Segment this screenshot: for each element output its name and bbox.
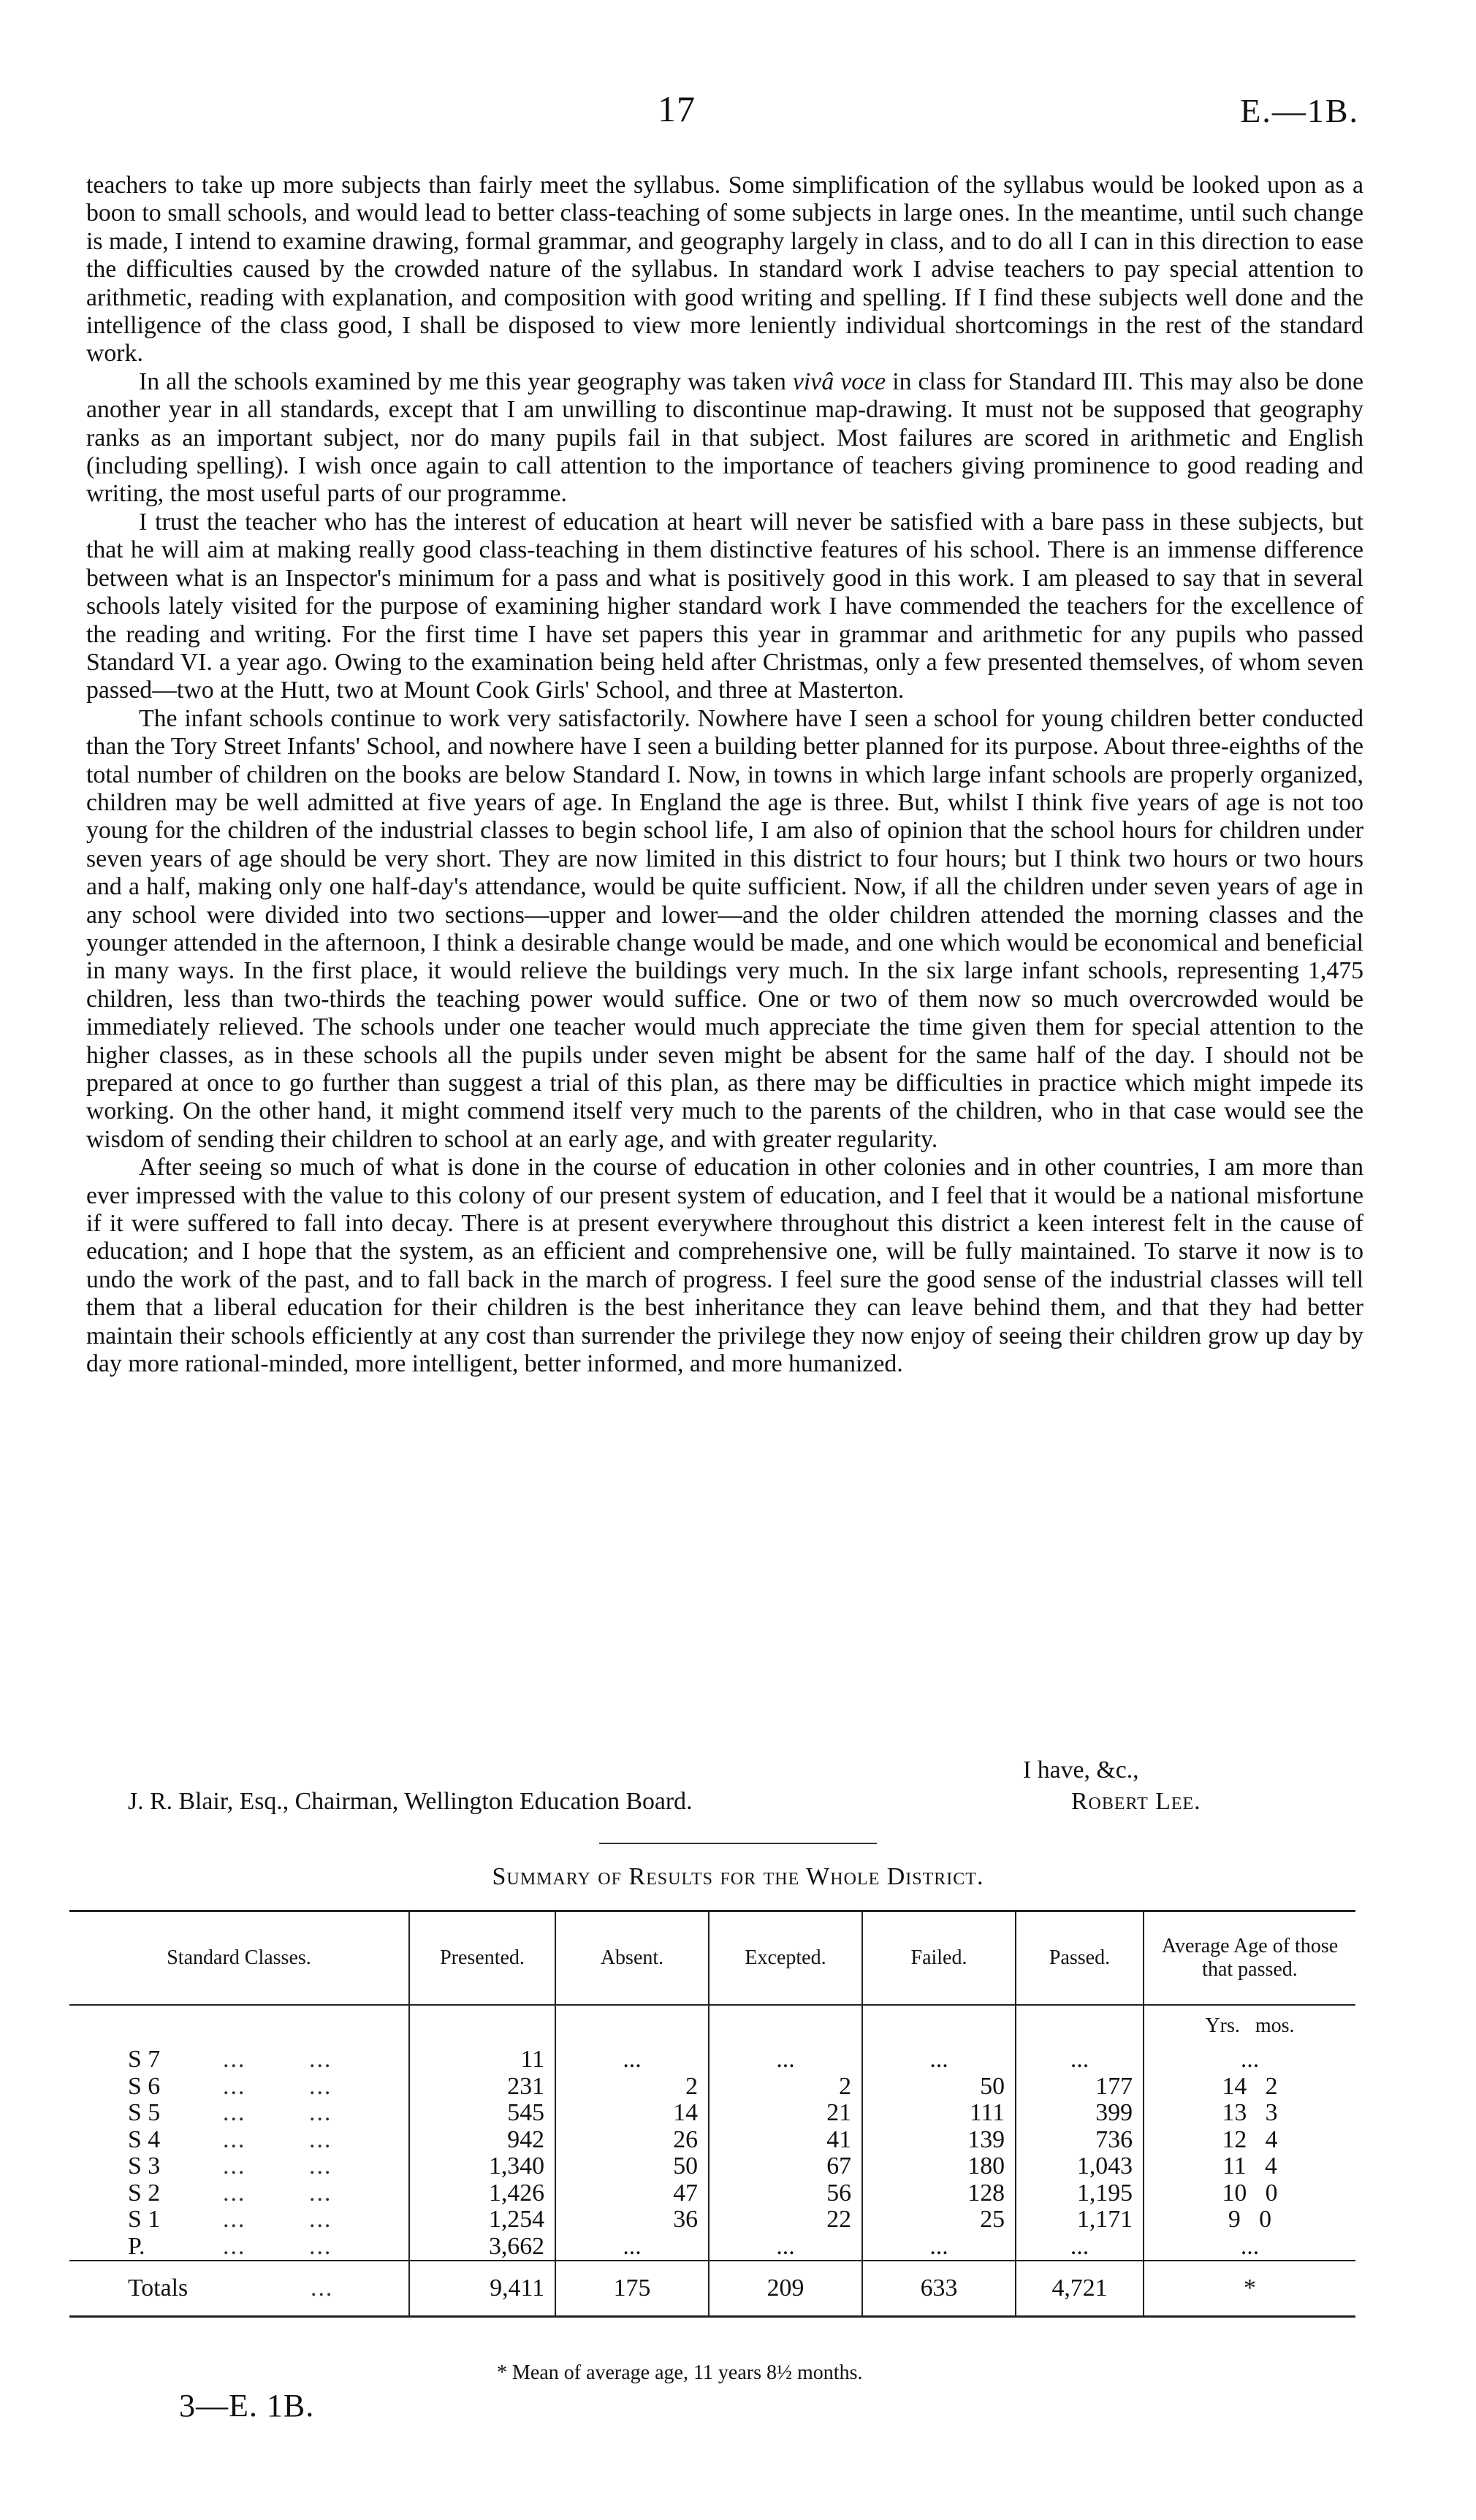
cell-excepted: 2: [709, 2074, 862, 2101]
cell-passed: ...: [1016, 2234, 1144, 2261]
leader-dots: ...: [223, 2099, 246, 2126]
header-excepted: Excepted.: [709, 1911, 862, 2006]
table-title: Summary of Results for the Whole District.: [492, 1863, 984, 1890]
cell-age: 10 0: [1144, 2180, 1355, 2207]
age-units: Yrs. mos.: [1144, 2005, 1355, 2047]
total-age: *: [1144, 2261, 1355, 2317]
sheet-signature-mark: 3—E. 1B.: [179, 2388, 315, 2424]
cell-presented: 11: [409, 2047, 555, 2074]
page-number: 17: [658, 88, 696, 129]
header-presented: Presented.: [409, 1911, 555, 2006]
table-row: [69, 2207, 1355, 2234]
geography-text-start: In all the schools examined by me this year geography was taken: [139, 368, 786, 395]
header-failed: Failed.: [862, 1911, 1016, 2006]
leader-dots: ...: [223, 2046, 246, 2073]
cell-excepted: 22: [709, 2207, 862, 2234]
cell-absent: 26: [555, 2127, 709, 2154]
header-absent: Absent.: [555, 1911, 709, 2006]
cell-age: ...: [1144, 2234, 1355, 2261]
cell-passed: 177: [1016, 2074, 1144, 2101]
leader-dots: ...: [309, 2179, 332, 2207]
table-row: [69, 2074, 1355, 2101]
table-row: [69, 2047, 1355, 2074]
leader-dots: ...: [223, 2232, 246, 2260]
leader-dots: ...: [223, 2206, 246, 2233]
table-row: [69, 2127, 1355, 2154]
total-failed: 633: [862, 2261, 1016, 2317]
cell-failed: ...: [862, 2047, 1016, 2074]
cell-excepted: 56: [709, 2180, 862, 2207]
cell-age: 11 4: [1144, 2153, 1355, 2180]
cell-presented: 942: [409, 2127, 555, 2154]
paragraph-1: teachers to take up more subjects than fairly meet the syllabus. Some simplification of the syllabus would be looked upon as a boon to small schools, and would lead to better class-teaching of some subjects in large ones. In the meantime, until such change is made, I intend to examine drawing, formal grammar, and geography largely in class, and to do all I can in this direction to ease the difficulties caused by the crowded nature of the syllabus. In standard work I advise teachers to pay special attention to arithmetic, reading with explanation, and composition with good writing and spelling. If I find these subjects well done and the intelligence of the class good, I shall be disposed to view more leniently individual shortcomings in the rest of the standard work.: [86, 172, 1363, 368]
addressee: J. R. Blair, Esq., Chairman, Wellington Education Board.: [128, 1788, 693, 1815]
cell-age: 12 4: [1144, 2127, 1355, 2154]
totals-label: Totals: [128, 2275, 189, 2302]
leader-dots: ...: [309, 2152, 332, 2180]
leader-dots: ...: [309, 2072, 332, 2100]
table-row: [69, 2234, 1355, 2261]
row-standard: P.: [128, 2232, 145, 2260]
cell-failed: 50: [862, 2074, 1016, 2101]
leader-dots: ...: [223, 2152, 246, 2180]
cell-presented: 3,662: [409, 2234, 555, 2261]
paragraph-geography: [86, 368, 1363, 509]
leader-dots: ...: [311, 2275, 334, 2302]
cell-presented: 1,426: [409, 2180, 555, 2207]
paragraph-3: I trust the teacher who has the interest of education at heart will never be satisfied with a bare pass in these subjects, but that he will aim at making really good class-teaching in them distinctive features of his school. There is an immense difference between what is an Inspector's minimum for a pass and what is positively good in this work. I am pleased to say that in several schools lately visited for the purpose of examining higher standard work I have commended the teachers for the excellence of the reading and writing. For the first time I have set papers this year in grammar and arithmetic for any pupils who passed Standard VI. a year ago. Owing to the examination being held after Christmas, only a few presented themselves, of whom seven passed—two at the Hutt, two at Mount Cook Girls' School, and three at Masterton.: [86, 508, 1363, 704]
leader-dots: ...: [309, 2206, 332, 2233]
cell-passed: 1,043: [1016, 2153, 1144, 2180]
cell-passed: 1,195: [1016, 2180, 1144, 2207]
header-standard-classes: Standard Classes.: [69, 1911, 409, 2006]
cell-absent: ...: [555, 2234, 709, 2261]
viva-voce-italic: vivâ voce: [792, 368, 886, 395]
row-standard: S 4: [128, 2125, 161, 2153]
cell-failed: 25: [862, 2207, 1016, 2234]
geography-text-end: in class for: [892, 368, 1002, 395]
table-row: [69, 2180, 1355, 2207]
results-summary-table: [69, 1910, 1355, 2318]
geography-text-rest: Standard III. This may also be done another year in all standards, except that I am unwilling to discontinue map-drawing. It must not be supposed that geography ranks as an important subject, nor do many pupils fail in that subject. Most failures are scored in arithmetic and English (including spelling). I wish once again to call attention to the importance of teachers giving prominence to good reading and writing, the most useful parts of our programme.: [86, 368, 1363, 508]
leader-dots: ...: [309, 2232, 332, 2260]
table-header-row: [69, 1911, 1355, 2006]
total-presented: 9,411: [409, 2261, 555, 2317]
divider-rule: [599, 1843, 877, 1844]
leader-dots: ...: [309, 2046, 332, 2073]
document-code: E.—1B.: [1240, 92, 1359, 129]
leader-dots: ...: [223, 2179, 246, 2207]
row-standard: S 3: [128, 2152, 161, 2180]
cell-presented: 1,340: [409, 2153, 555, 2180]
cell-excepted: ...: [709, 2234, 862, 2261]
cell-excepted: 21: [709, 2100, 862, 2127]
closing-line: I have, &c.,: [1023, 1756, 1139, 1784]
total-excepted: 209: [709, 2261, 862, 2317]
leader-dots: ...: [309, 2099, 332, 2126]
paragraph-conclusion: After seeing so much of what is done in the course of education in other colonies and in other countries, I am more than ever impressed with the value to this colony of our present system of education, and I feel that it would be a national misfortune if it were suffered to fall into decay. There is at present everywhere throughout this district a keen interest felt in the cause of education; and I hope that the system, as an efficient and comprehensive one, will be fully maintained. To starve it now is to undo the work of the past, and to fall back in the march of progress. I feel sure the good sense of the industrial classes will tell them that a liberal education for their children is the best inheritance they can leave behind them, and that they had better maintain their schools efficiently at any cost than surrender the privilege they now enjoy of seeing their children grow up day by day more rational-minded, more intelligent, better informed, and more humanized.: [86, 1154, 1363, 1378]
cell-excepted: ...: [709, 2047, 862, 2074]
cell-passed: 399: [1016, 2100, 1144, 2127]
signature: Robert Lee.: [1071, 1788, 1201, 1815]
units-row: [69, 2005, 1355, 2047]
cell-age: 13 3: [1144, 2100, 1355, 2127]
row-standard: S 7: [128, 2046, 161, 2073]
leader-dots: ...: [309, 2125, 332, 2153]
cell-presented: 231: [409, 2074, 555, 2101]
cell-age: 9 0: [1144, 2207, 1355, 2234]
paragraph-infant-schools: The infant schools continue to work very satisfactorily. Nowhere have I seen a school for young children better conducted than the Tory Street Infants' School, and nowhere have I seen a building better planned for its purpose. About three-eighths of the total number of children on the books are below Standard I. Now, in towns in which large infant schools are properly organized, children may be well admitted at five years of age. In England the age is three. But, whilst I think five years of age is not too young for the children of the industrial classes to begin school life, I am also of opinion that the school hours for children under seven years of age should be very short. They are now limited in this district to four hours; but I think two hours or two hours and a half, making only one half-day's attendance, would be quite sufficient. Now, if all the children under seven years of age in any school were divided into two sections—upper and lower—and the older children attended the morning classes and the younger attended in the afternoon, I think a desirable change would be made, and one which would be economical and beneficial in many ways. In the first place, it would relieve the buildings very much. In the six large infant schools, representing 1,475 children, less than two-thirds the teaching power would suffice. One or two of them now so much overcrowded would be immediately relieved. The schools under one teacher would much appreciate the time given them for special attention to the higher classes, as in these schools all the pupils under seven might be absent for the same half of the day. I should not be prepared at once to go further than suggest a trial of this plan, as there may be difficulties in practice which might impede its working. On the other hand, it might commend itself very much to the parents of the children, who in that case would see the wisdom of sending their children to school at an early age, and with greater regularity.: [86, 704, 1363, 1153]
report-body: [86, 172, 1363, 1378]
row-standard: S 1: [128, 2206, 161, 2233]
cell-passed: 736: [1016, 2127, 1144, 2154]
cell-presented: 1,254: [409, 2207, 555, 2234]
cell-passed: 1,171: [1016, 2207, 1144, 2234]
row-standard: S 5: [128, 2099, 161, 2126]
table-row: [69, 2100, 1355, 2127]
cell-failed: 128: [862, 2180, 1016, 2207]
table-footnote: * Mean of average age, 11 years 8½ months.: [497, 2361, 863, 2384]
table-row: [69, 2153, 1355, 2180]
cell-absent: 2: [555, 2074, 709, 2101]
cell-excepted: 67: [709, 2153, 862, 2180]
cell-absent: 14: [555, 2100, 709, 2127]
cell-age: ...: [1144, 2047, 1355, 2074]
cell-absent: 36: [555, 2207, 709, 2234]
total-absent: 175: [555, 2261, 709, 2317]
cell-absent: 47: [555, 2180, 709, 2207]
cell-excepted: 41: [709, 2127, 862, 2154]
row-standard: S 2: [128, 2179, 161, 2207]
totals-row: [69, 2261, 1355, 2317]
cell-failed: 139: [862, 2127, 1016, 2154]
cell-failed: ...: [862, 2234, 1016, 2261]
header-average-age: Average Age of those that passed.: [1144, 1911, 1355, 2006]
cell-passed: ...: [1016, 2047, 1144, 2074]
cell-absent: 50: [555, 2153, 709, 2180]
cell-age: 14 2: [1144, 2074, 1355, 2101]
total-passed: 4,721: [1016, 2261, 1144, 2317]
leader-dots: ...: [223, 2072, 246, 2100]
leader-dots: ...: [223, 2125, 246, 2153]
row-standard: S 6: [128, 2072, 161, 2100]
header-passed: Passed.: [1016, 1911, 1144, 2006]
cell-failed: 180: [862, 2153, 1016, 2180]
cell-failed: 111: [862, 2100, 1016, 2127]
cell-presented: 545: [409, 2100, 555, 2127]
cell-absent: ...: [555, 2047, 709, 2074]
